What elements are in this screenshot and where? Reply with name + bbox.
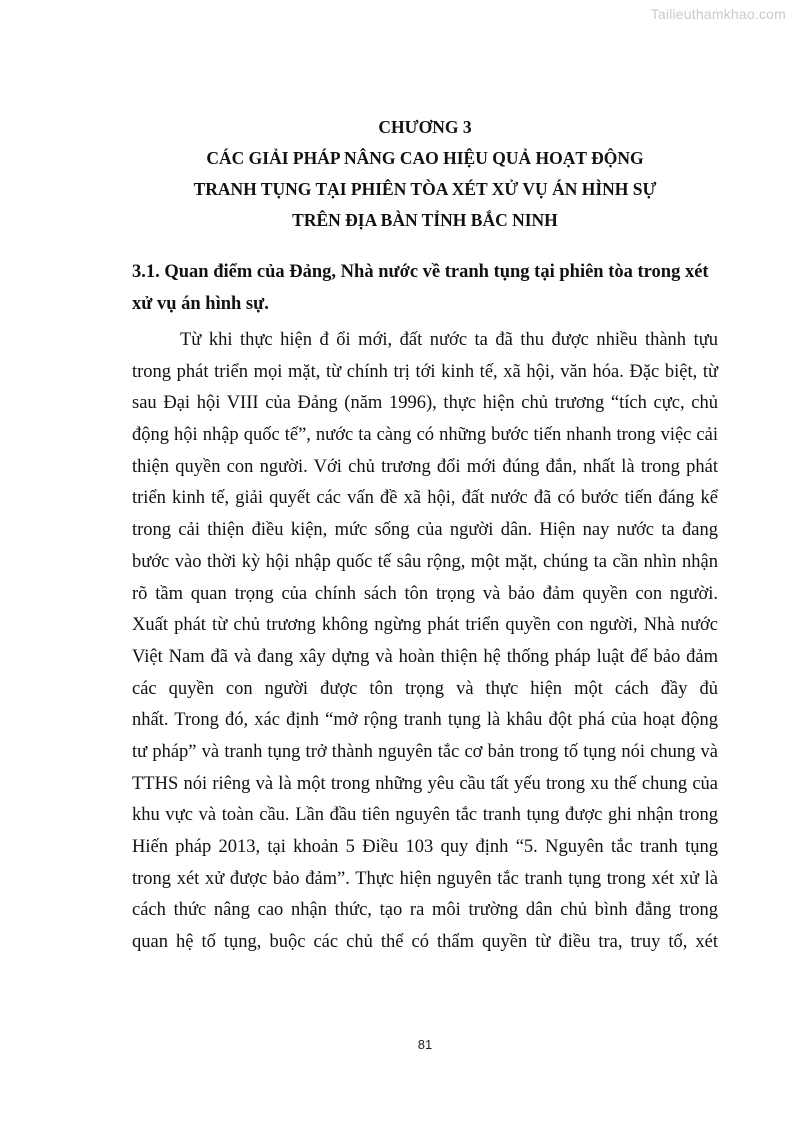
paragraph-line: quan hệ tố tụng, buộc các chủ thể có thẩm quyền từ điều tra, truy tố, xét — [132, 932, 718, 953]
paragraph-line: Hiến pháp 2013, tại khoản 5 Điều 103 quy định “5. Nguyên tắc tranh tụng — [132, 837, 718, 857]
paragraph-line: trong phát triển mọi mặt, từ chính trị tới kinh tế, xã hội, văn hóa. Đặc biệt, từ — [132, 361, 718, 382]
chapter-heading — [132, 112, 718, 236]
section-heading-line: 3.1. Quan điểm của Đảng, Nhà nước về tranh tụng tại phiên tòa trong xét — [132, 262, 709, 282]
paragraph-line: Việt Nam đã và đang xây dựng và hoàn thiện hệ thống pháp luật để bảo đảm — [132, 646, 718, 667]
paragraph-line: động hội nhập quốc tế”, nước ta càng có những bước tiến nhanh trong việc cải — [132, 425, 718, 446]
paragraph-line: trong xét xử được bảo đảm”. Thực hiện nguyên tắc tranh tụng trong xét xử là — [132, 868, 718, 889]
paragraph-line: khu vực và toàn cầu. Lần đầu tiên nguyên tắc tranh tụng được ghi nhận trong — [132, 805, 718, 826]
chapter-title-line: TRÊN ĐỊA BÀN TỈNH BẮC NINH — [292, 210, 558, 230]
body-paragraph — [132, 325, 718, 959]
paragraph-line: trong cải thiện điều kiện, mức sống của người dân. Hiện nay nước ta đang — [132, 520, 718, 541]
paragraph-line: nhất. Trong đó, xác định “mở rộng tranh tụng là khâu đột phá của hoạt động — [132, 710, 718, 731]
paragraph-line: triển kinh tế, giải quyết các vấn đề xã hội, đất nước đã có bước tiến đáng kể — [132, 488, 718, 509]
paragraph-line: Từ khi thực hiện đ ổi mới, đất nước ta đã thu được nhiều thành tựu — [180, 330, 718, 350]
chapter-number: CHƯƠNG 3 — [378, 117, 472, 137]
section-heading-line: xử vụ án hình sự. — [132, 294, 269, 314]
paragraph-line: sau Đại hội VIII của Đảng (năm 1996), thực hiện chủ trương “tích cực, chủ — [132, 393, 718, 414]
paragraph-line: tư pháp” và tranh tụng trở thành nguyên tắc cơ bản trong tố tụng nói chung và — [132, 741, 718, 762]
paragraph-line: rõ tầm quan trọng của chính sách tôn trọng và bảo đảm quyền con người. — [132, 583, 718, 604]
chapter-title-line: CÁC GIẢI PHÁP NÂNG CAO HIỆU QUẢ HOẠT ĐỘNG — [206, 148, 644, 168]
chapter-title-line: TRANH TỤNG TẠI PHIÊN TÒA XÉT XỬ VỤ ÁN HÌNH SỰ — [193, 179, 657, 199]
paragraph-line: các quyền con người được tôn trọng và thực hiện một cách đầy đủ — [132, 678, 718, 699]
paragraph-line: Xuất phát từ chủ trương không ngừng phát triển quyền con người, Nhà nước — [132, 615, 718, 636]
section-heading — [132, 256, 718, 320]
paragraph-line: TTHS nói riêng và là một trong những yêu cầu tất yếu trong xu thế chung của — [132, 773, 718, 794]
watermark: Tailieuthamkhao.com — [650, 6, 786, 22]
page-number: 81 — [417, 1037, 433, 1052]
paragraph-line: thiện quyền con người. Với chủ trương đổi mới đúng đắn, nhất là trong phát — [132, 456, 718, 477]
paragraph-line: cách thức nâng cao nhận thức, tạo ra môi trường dân chủ bình đẳng trong — [132, 900, 718, 921]
paragraph-line: bước vào thời kỳ hội nhập quốc tế sâu rộng, một mặt, chúng ta cần nhìn nhận — [132, 551, 718, 572]
